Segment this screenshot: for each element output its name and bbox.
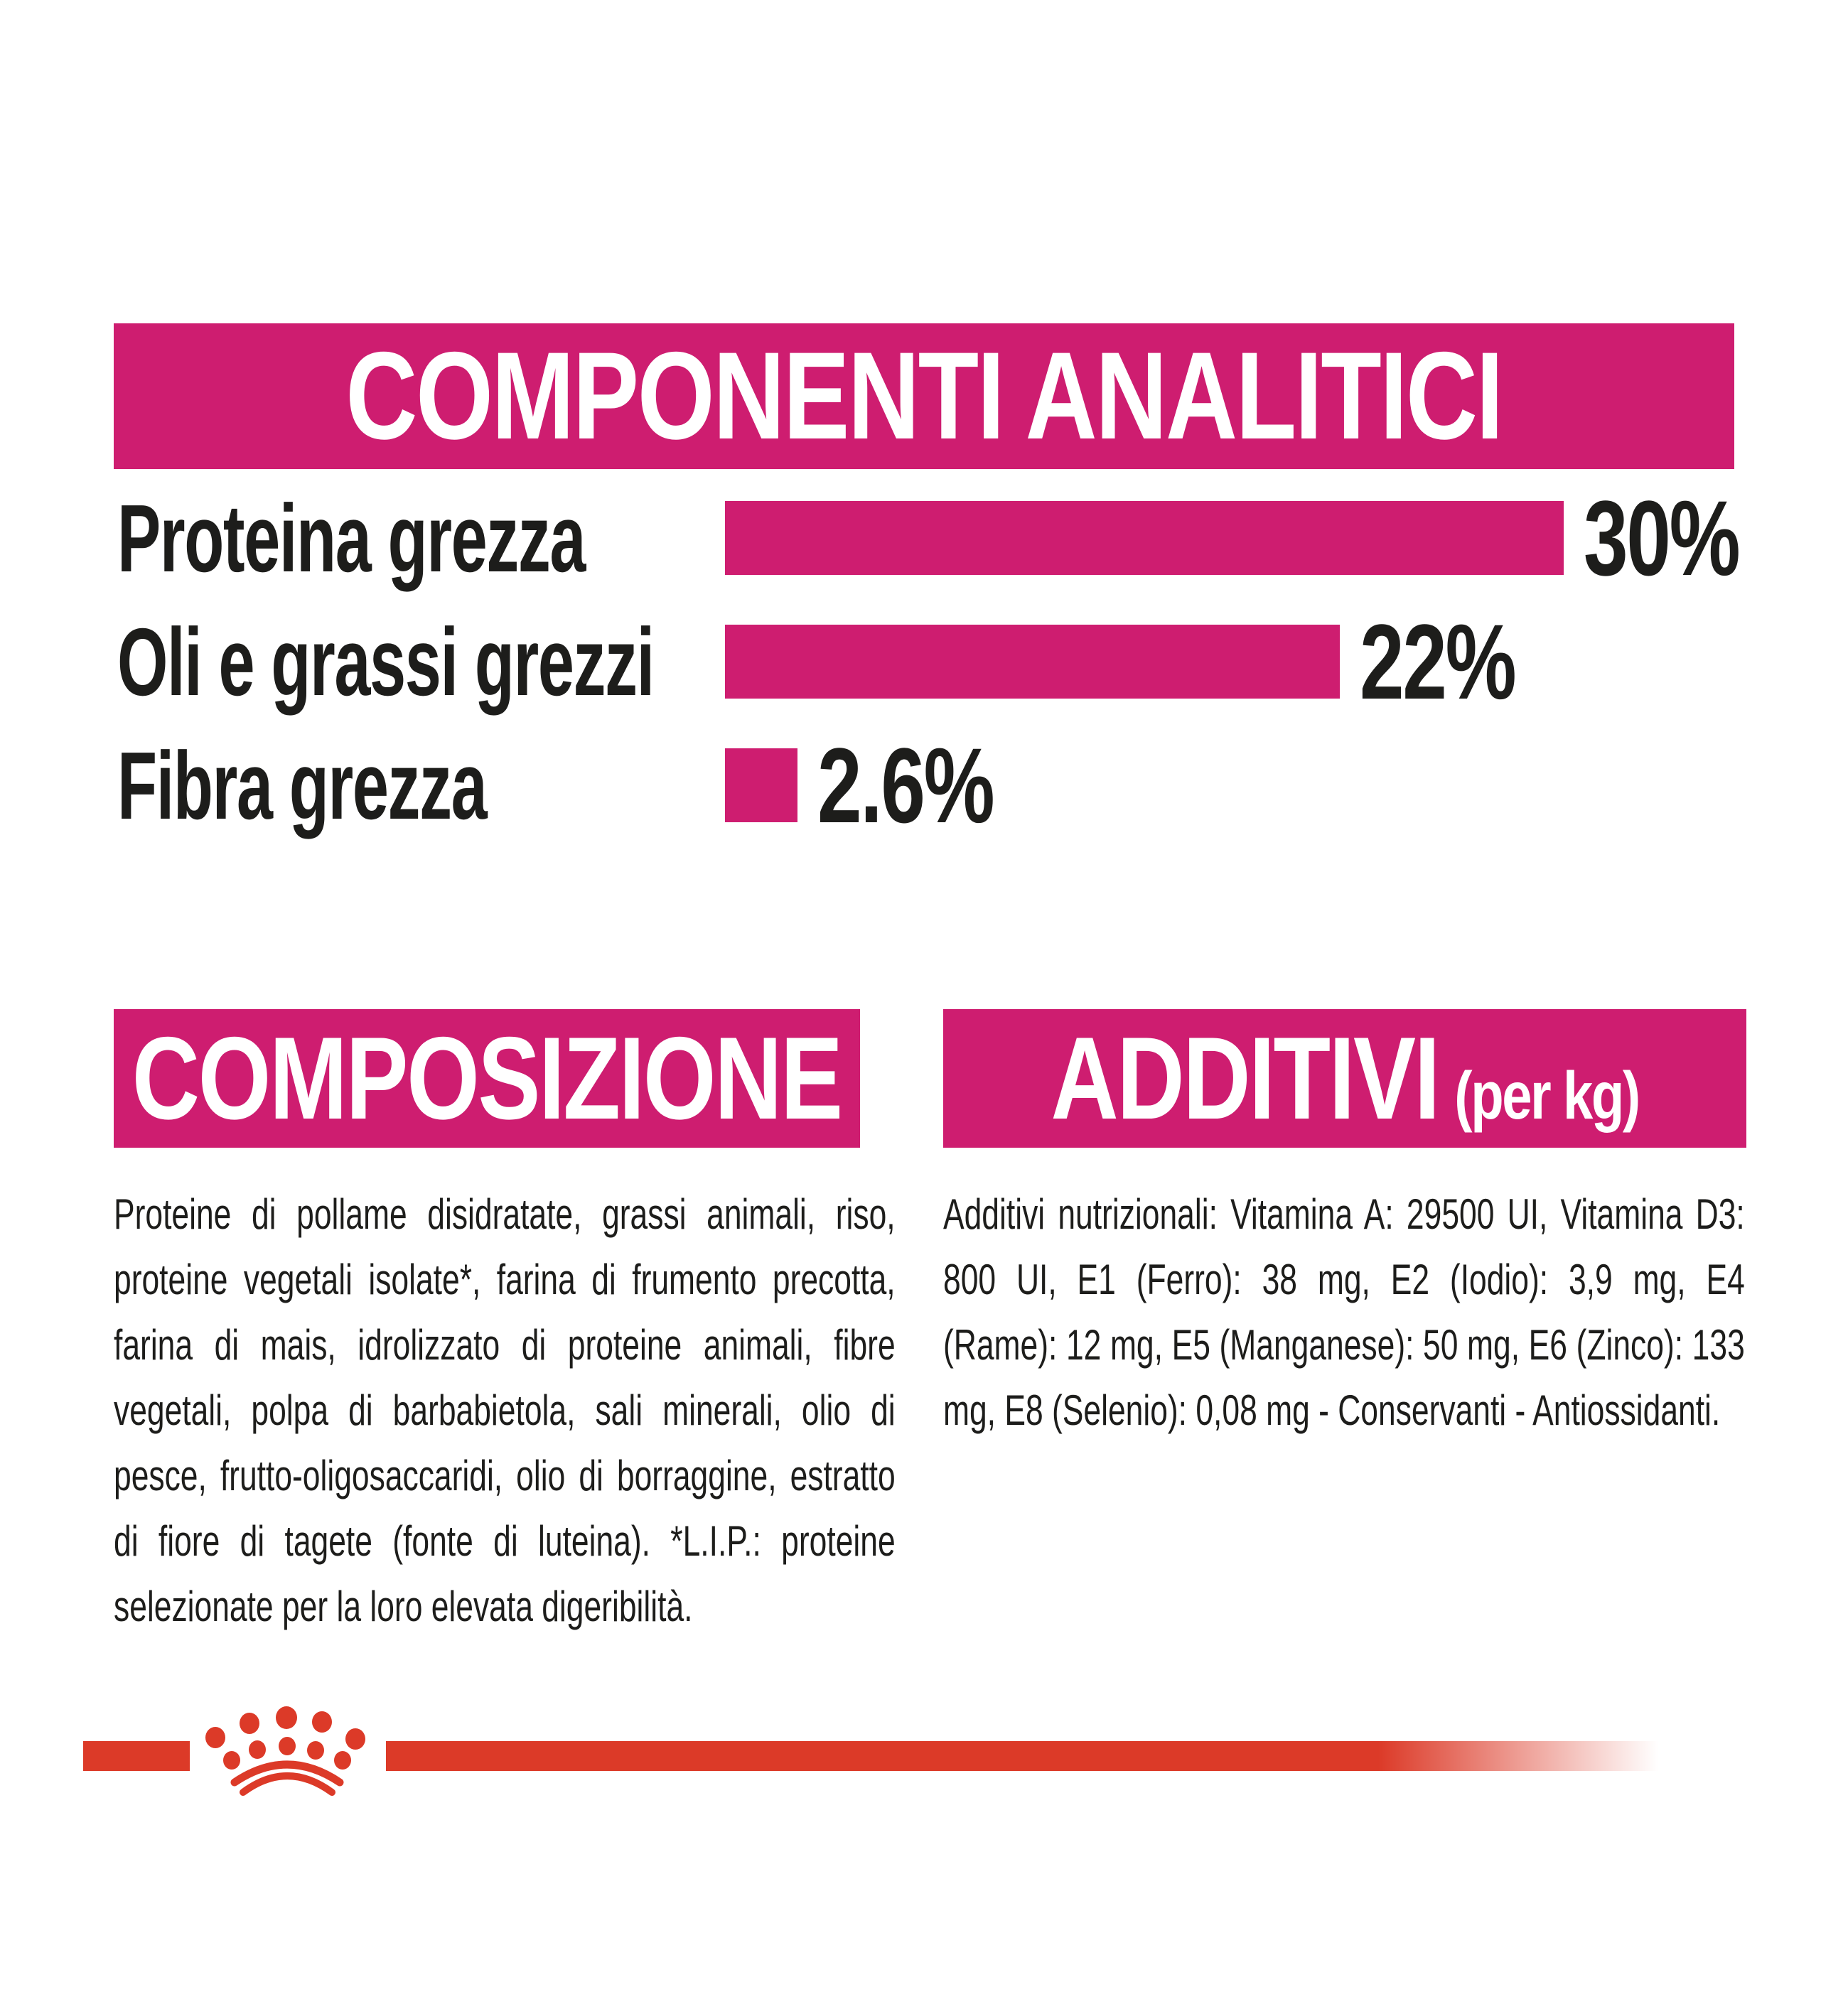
chart-row bbox=[117, 601, 1802, 721]
chart-category-label: Fibra grezza bbox=[117, 731, 487, 839]
analytical-components-chart bbox=[117, 478, 1802, 872]
composition-text: Proteine di pollame disidratate, grassi animali, riso, proteine vegetali isolate*, farina di frumento precotta, farina di mais, idrolizzato di proteine animali, fibre vegetali, polpa di barbabietola, sali minerali, olio di pesce, frutto-oligosaccaridi, olio di borraggine, estratto di fiore di tagete (fonte di luteina). *L.I.P.: proteine selezionate per la loro elevata digeribilità. bbox=[114, 1190, 896, 1630]
additives-title bbox=[1051, 1011, 1638, 1146]
chart-category-label: Oli e grassi grezzi bbox=[117, 608, 654, 716]
composition-header bbox=[114, 1009, 860, 1148]
additives-section bbox=[943, 1009, 1746, 1443]
analytical-components-header bbox=[114, 323, 1734, 469]
chart-bar bbox=[725, 748, 797, 822]
chart-row bbox=[117, 725, 1802, 845]
chart-value-label: 2.6% bbox=[817, 725, 994, 845]
analytical-components-title: COMPONENTI ANALITICI bbox=[345, 327, 1503, 465]
footer-rule-right bbox=[386, 1741, 1658, 1771]
composition-title: COMPOSIZIONE bbox=[132, 1013, 842, 1143]
royal-canin-crown-icon bbox=[205, 1706, 365, 1800]
chart-category-label: Proteina grezza bbox=[117, 484, 586, 592]
chart-bar bbox=[725, 625, 1340, 699]
composition-section bbox=[114, 1009, 896, 1639]
footer-rule-left bbox=[83, 1741, 190, 1771]
chart-row bbox=[117, 478, 1802, 598]
additives-title-unit: (per kg) bbox=[1454, 1058, 1639, 1133]
chart-bar bbox=[725, 501, 1564, 575]
chart-value-label: 30% bbox=[1584, 478, 1739, 598]
additives-header bbox=[943, 1009, 1746, 1148]
additives-text: Additivi nutrizionali: Vitamina A: 29500 UI, Vitamina D3: 800 UI, E1 (Ferro): 38 mg, E2 (Iodio): 3,9 mg, E4 (Rame): 12 mg, E5 (Manganese): 50 mg, E6 (Zinco): 133 mg, E8 (Selenio): 0,08 mg - Conservanti - Antiossidanti. bbox=[943, 1190, 1745, 1434]
chart-value-label: 22% bbox=[1360, 601, 1515, 721]
additives-title-main: ADDITIVI bbox=[1051, 1013, 1439, 1143]
